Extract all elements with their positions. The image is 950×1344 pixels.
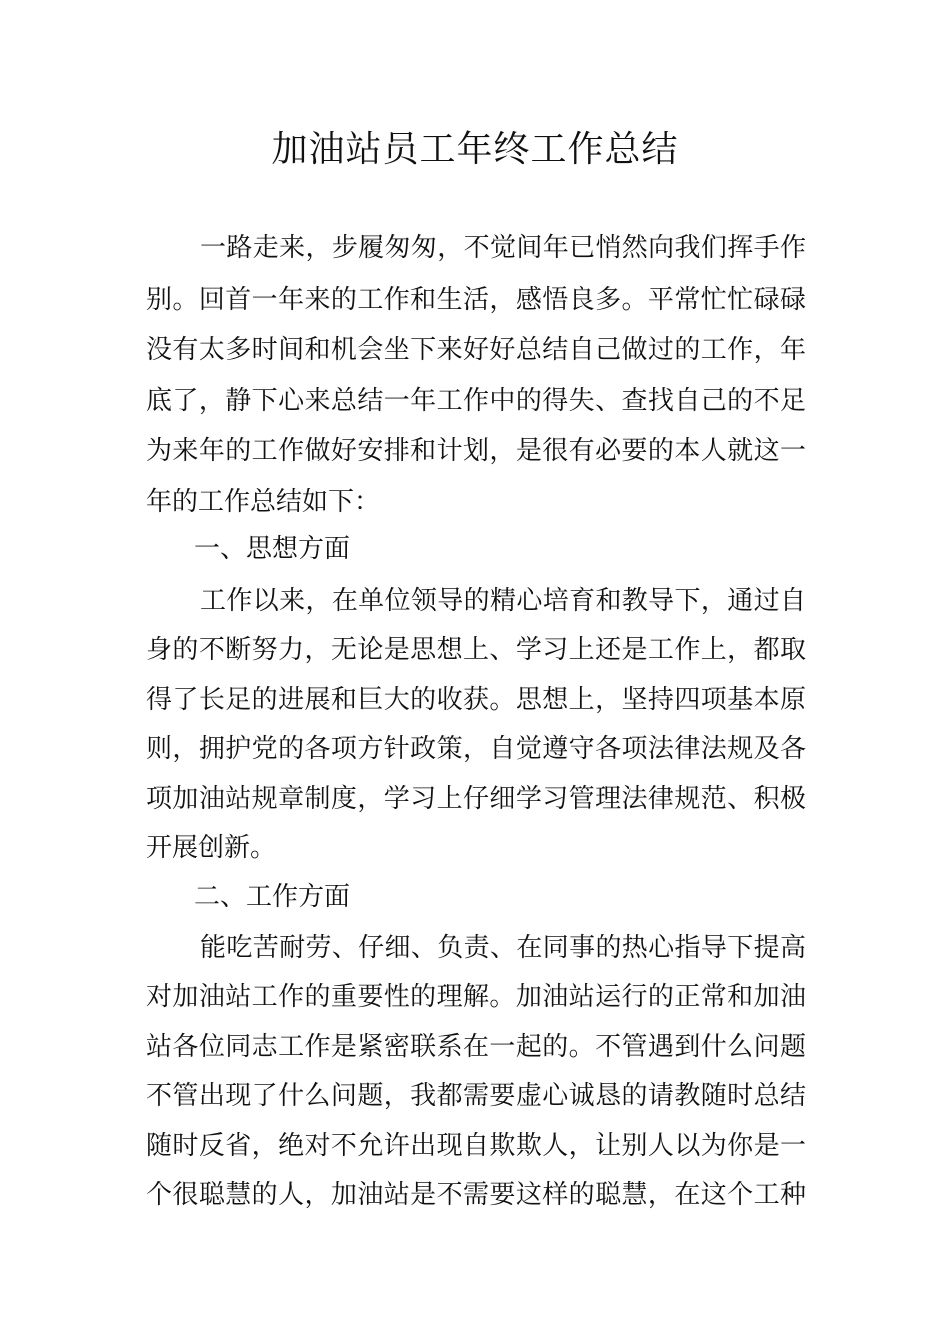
paragraph-2-line-2: 身的不断努力，无论是思想上、学习上还是工作上，都取 bbox=[146, 635, 806, 665]
paragraph-3-line-1: 能吃苦耐劳、仔细、负责、在同事的热心指导下提高 bbox=[200, 933, 806, 963]
paragraph-3-line-3: 站各位同志工作是紧密联系在一起的。不管遇到什么问题 bbox=[146, 1032, 806, 1062]
paragraph-2-line-3: 得了长足的进展和巨大的收获。思想上，坚持四项基本原 bbox=[146, 685, 806, 715]
paragraph-2-line-4: 则，拥护党的各项方针政策，自觉遵守各项法律法规及各 bbox=[146, 734, 806, 764]
paragraph-1-line-2: 别。回首一年来的工作和生活，感悟良多。平常忙忙碌碌 bbox=[146, 285, 806, 315]
paragraph-1-line-6: 年的工作总结如下： bbox=[146, 487, 381, 517]
document-title: 加油站员工年终工作总结 bbox=[271, 129, 679, 170]
paragraph-1-line-3: 没有太多时间和机会坐下来好好总结自己做过的工作，年 bbox=[146, 335, 806, 365]
paragraph-1-line-4: 底了，静下心来总结一年工作中的得失、查找自己的不足 bbox=[146, 386, 806, 416]
paragraph-1-line-1: 一路走来，步履匆匆，不觉间年已悄然向我们挥手作 bbox=[200, 233, 806, 263]
paragraph-3-line-5: 随时反省，绝对不允许出现自欺欺人，让别人以为你是一 bbox=[146, 1131, 806, 1161]
paragraph-1-line-5: 为来年的工作做好安排和计划，是很有必要的本人就这一 bbox=[146, 436, 806, 466]
paragraph-2-line-1: 工作以来，在单位领导的精心培育和教导下，通过自 bbox=[200, 586, 806, 616]
paragraph-3-line-4: 不管出现了什么问题，我都需要虚心诚恳的请教随时总结 bbox=[146, 1081, 806, 1111]
section-heading-work: 二、工作方面 bbox=[194, 882, 351, 912]
paragraph-3-line-6: 个很聪慧的人，加油站是不需要这样的聪慧，在这个工种 bbox=[146, 1180, 806, 1210]
paragraph-2-line-5: 项加油站规章制度，学习上仔细学习管理法律规范、积极 bbox=[146, 784, 806, 814]
paragraph-3-line-2: 对加油站工作的重要性的理解。加油站运行的正常和加油 bbox=[146, 982, 806, 1012]
section-heading-thought: 一、思想方面 bbox=[194, 534, 351, 564]
paragraph-2-line-6: 开展创新。 bbox=[146, 833, 277, 863]
